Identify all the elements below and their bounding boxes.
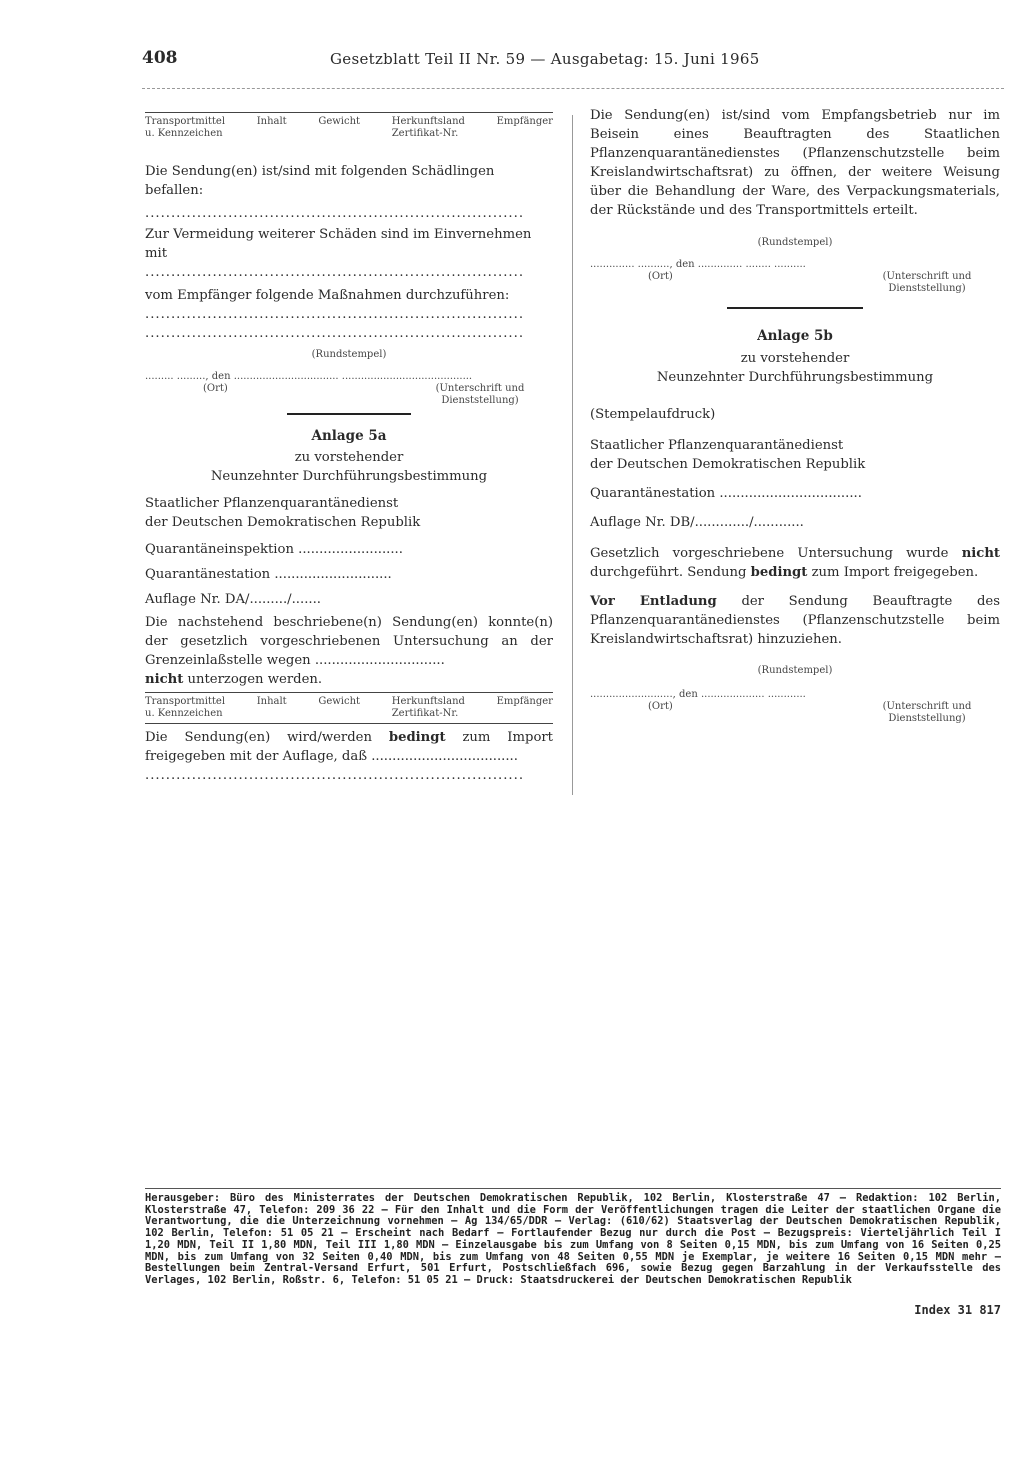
anlage-5b-sub1: zu vorstehender <box>740 351 850 366</box>
release-text: Die Sendung(en) wird/werden bedingt zum Import freigegeben mit der Auflage, daß ................................... <box>145 730 553 764</box>
anlage-5a-sub1: zu vorstehender <box>294 450 404 465</box>
left-column <box>145 112 553 785</box>
ort-label: (Ort) <box>203 383 228 394</box>
opening-text: Die Sendung(en) ist/sind vom Empfangsbetrieb nur im Beisein eines Beauftragten des Staatlichen Pflanzenquarantänedienstes (Pflanzenschutzstelle beim Kreislandwirtschaftsrat) zu öffnen, der weitere Weisung über die Behandlung der Ware, des Verpackungsmaterials, der Rückstände und des Transportmittels erteilt. <box>590 108 1000 218</box>
signature-label: (Unterschrift und Dienststellung) <box>882 701 972 724</box>
exam-text: Gesetzlich vorgeschriebene Untersuchung wurde nicht durchgeführt. Sendung bedingt zum Import freigegeben. <box>590 546 1000 580</box>
not-examined-text: Die nachstehend beschriebene(n) Sendung(en) konnte(n) der gesetzlich vorgeschriebenen Untersuchung an der Grenzeinlaßstelle wegen ............................... <box>145 615 553 668</box>
station-line: Quarantänestation ............................ <box>145 567 392 582</box>
signature-label: (Unterschrift und Dienststellung) <box>882 271 972 294</box>
signature-labels <box>145 383 553 407</box>
inspection-line: Quarantäneinspektion ......................... <box>145 542 403 557</box>
col-kennzeichen: u. Kennzeichen <box>145 708 223 719</box>
page-number: 408 <box>142 48 178 68</box>
col-empfaenger: Empfänger <box>496 696 553 707</box>
table-header-1 <box>145 116 553 140</box>
stamp-label: (Rundstempel) <box>757 237 833 248</box>
org-line-1: Staatlicher Pflanzenquarantänedienst <box>590 438 844 453</box>
anlage-5b-title: Anlage 5b <box>757 328 833 344</box>
page-header: Gesetzblatt Teil II Nr. 59 — Ausgabetag: 15. Juni 1965 <box>330 50 760 68</box>
signature-line-2: .........................., den .................... ............ <box>590 689 806 700</box>
right-column <box>590 106 1000 725</box>
col-inhalt: Inhalt <box>256 116 287 127</box>
fill-line: ......................................................................... <box>145 326 525 341</box>
anlage-5a-sub2: Neunzehnter Durchführungsbestimmung <box>210 469 488 484</box>
signature-label: (Unterschrift und Dienststellung) <box>435 383 525 406</box>
col-gewicht: Gewicht <box>318 116 361 127</box>
unload-text: Vor Entladung der Sendung Beauftragte des Pflanzenquarantänedienstes (Pflanzenschutzstelle beim Kreislandwirtschaftsrat) hinzuziehen. <box>590 594 1000 647</box>
org-line-2: der Deutschen Demokratischen Republik <box>145 515 421 530</box>
col-zertifikat: Zertifikat-Nr. <box>391 708 459 719</box>
footer-rule <box>145 1188 1001 1189</box>
signature-labels <box>590 271 1000 295</box>
col-inhalt: Inhalt <box>256 696 287 707</box>
stempelaufdruck: (Stempelaufdruck) <box>590 407 716 422</box>
fill-line: ......................................................................... <box>145 206 525 221</box>
col-empfaenger: Empfänger <box>496 116 553 127</box>
col-transportmittel: Transportmittel <box>145 116 226 127</box>
ort-label: (Ort) <box>648 701 673 712</box>
stamp-label-2: (Rundstempel) <box>757 665 833 676</box>
org-line-2: der Deutschen Demokratischen Republik <box>590 457 866 472</box>
index-number: Index 31 817 <box>914 1303 1001 1317</box>
pests-text: Die Sendung(en) ist/sind mit folgenden Schädlingen befallen: <box>145 164 495 198</box>
col-gewicht: Gewicht <box>318 696 361 707</box>
signature-line: ......... ........., den ................................. ......................................... <box>145 371 473 382</box>
imprint-text: Herausgeber: Büro des Ministerrates der Deutschen Demokratischen Republik, 102 Berlin, Klosterstraße 47 – Redaktion: 102 Berlin, Klosterstraße 47, Telefon: 209 36 22 – Für den Inhalt und die Form der Veröffentlichungen tragen die Leiter der staatlichen Organe die Verantwortung, die die Unterzeichnung vornehmen – Ag 134/65/DDR – Verlag: (610/62) Staatsverlag der Deutschen Demokratischen Republik, 102 Berlin, Telefon: 51 05 21 – Erscheint nach Bedarf – Fortlaufender Bezug nur durch die Post – Bezugspreis: Vierteljährlich Teil I 1,20 MDN, Teil II 1,80 MDN, Teil III 1,80 MDN – Einzelausgabe bis zum Umfang von 8 Seiten 0,15 MDN, bis zum Umfang von 16 Seiten 0,25 MDN, bis zum Umfang von 32 Seiten 0,40 MDN, bis zum Umfang von 48 Seiten 0,55 MDN je Exemplar, je weitere 16 Seiten 0,15 MDN mehr – Bestellungen beim Zentral-Versand Erfurt, 501 Erfurt, Postschließfach 696, sowie Bezug gegen Barzahlung in der Verkaufsstelle des Verlages, 102 Berlin, Roßstr. 6, Telefon: 51 05 21 – Druck: Staatsdruckerei der Deutschen Demokratischen Republik <box>145 1192 1001 1286</box>
section-rule <box>727 307 863 309</box>
avoid-text: Zur Vermeidung weiterer Schäden sind im Einvernehmen mit <box>145 227 532 261</box>
table-header-2 <box>145 696 553 720</box>
anlage-5b-sub2: Neunzehnter Durchführungsbestimmung <box>656 370 934 385</box>
col-transportmittel: Transportmittel <box>145 696 226 707</box>
anlage-5a-title: Anlage 5a <box>311 428 387 444</box>
col-zertifikat: Zertifikat-Nr. <box>391 128 459 139</box>
auflage-line: Auflage Nr. DA/........./....... <box>145 592 321 607</box>
signature-labels-2 <box>590 701 1000 725</box>
stamp-label: (Rundstempel) <box>311 349 387 360</box>
col-herkunftsland: Herkunftsland <box>391 696 465 707</box>
column-divider <box>572 115 573 795</box>
auflage-line: Auflage Nr. DB/............./............ <box>590 515 804 530</box>
ort-label: (Ort) <box>648 271 673 282</box>
col-kennzeichen: u. Kennzeichen <box>145 128 223 139</box>
station-line: Quarantänestation .................................. <box>590 486 862 501</box>
fill-line: ......................................................................... <box>145 768 525 783</box>
fill-line: ......................................................................... <box>145 265 525 280</box>
col-herkunftsland: Herkunftsland <box>391 116 465 127</box>
signature-line: .............. .........., den .............. ........ .......... <box>590 259 806 270</box>
not-examined-end: nicht unterzogen werden. <box>145 672 323 687</box>
org-line-1: Staatlicher Pflanzenquarantänedienst <box>145 496 399 511</box>
header-rule <box>142 88 1004 89</box>
fill-line: ......................................................................... <box>145 307 525 322</box>
measures-text: vom Empfänger folgende Maßnahmen durchzuführen: <box>145 288 510 303</box>
section-rule <box>287 413 411 415</box>
